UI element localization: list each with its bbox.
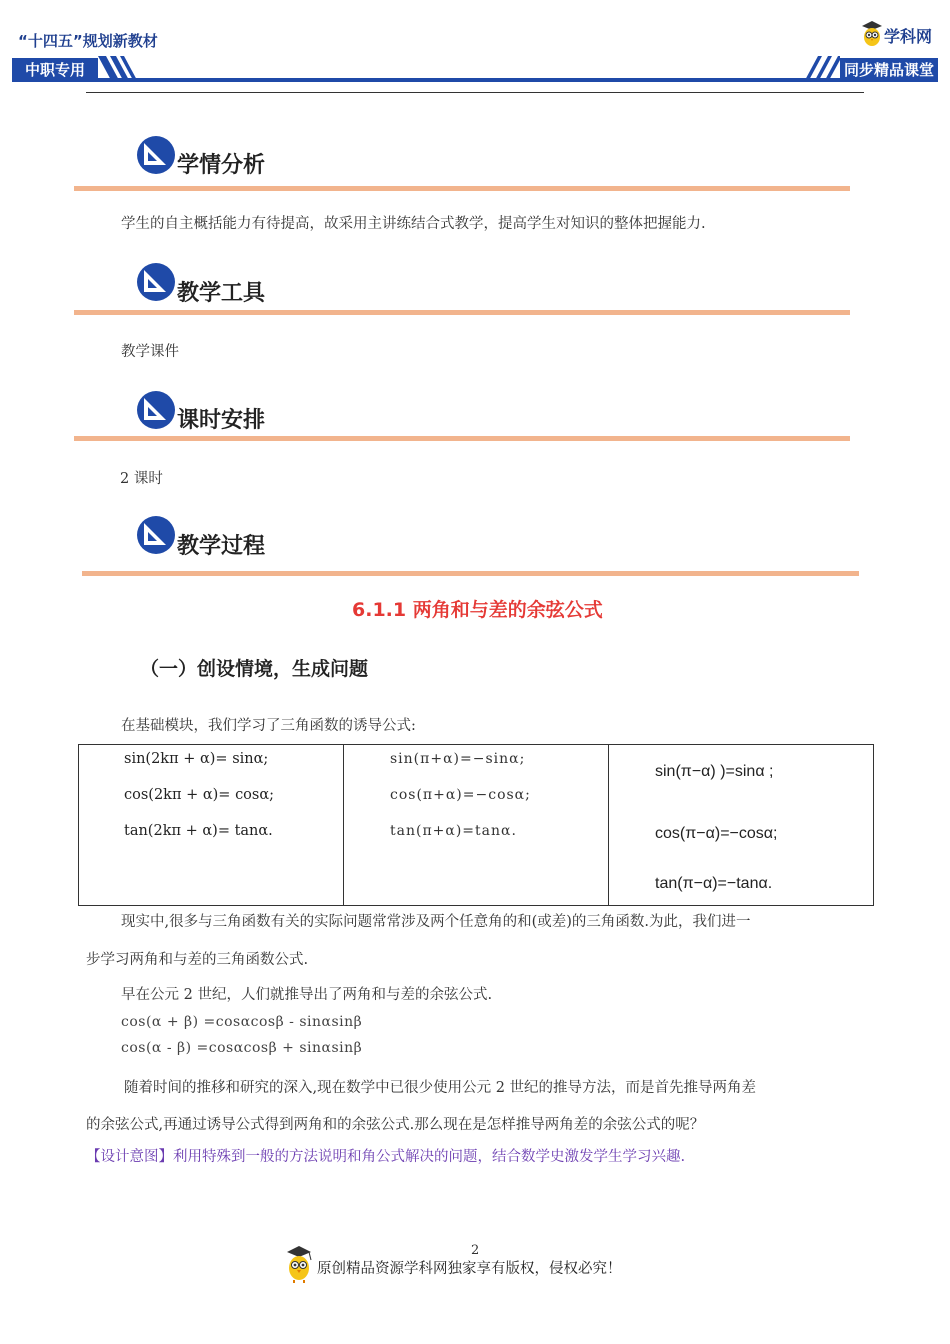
owl-mascot-icon [284, 1244, 314, 1284]
stripes-right-icon [800, 56, 840, 82]
formula-line: sin(π−α) )=sinα ; [655, 763, 774, 780]
formula-column-1 [79, 745, 344, 906]
section-title-process: 教学过程 [177, 534, 266, 559]
section-body-schedule: 2 课时 [120, 471, 163, 487]
header-left-badge: 中职专用 [12, 58, 98, 82]
formula-line: tan(π+α)=tanα. [390, 823, 517, 839]
formula-table [78, 744, 874, 906]
paragraph-1-line-2: 步学习两角和与差的三角函数公式. [86, 952, 309, 968]
paragraph-3-line-2: 的余弦公式,再通过诱导公式得到两角和的余弦公式.那么现在是怎样推导两角差的余弦公式的呢？ [86, 1117, 705, 1133]
design-intent: 【设计意图】利用特殊到一般的方法说明和角公式解决的问题，结合数学史激发学生学习兴趣. [86, 1149, 686, 1165]
lesson-intro: 在基础模块，我们学习了三角函数的诱导公式: [121, 718, 416, 734]
set-square-icon [136, 262, 176, 302]
formula-line: sin(2kπ + α)= sinα; [124, 751, 269, 767]
header-rule [98, 78, 840, 82]
section-rule [74, 186, 850, 191]
formula-line: cos(π−α)=−cosα; [655, 825, 778, 842]
lesson-subtitle: （一）创设情境，生成问题 [140, 658, 369, 680]
stripes-left-icon [98, 56, 142, 82]
formula-line: cos(π+α)=−cosα; [390, 787, 531, 803]
copyright-notice: 原创精品资源学科网独家享有版权，侵权必究！ [317, 1261, 622, 1277]
section-rule [82, 571, 859, 576]
header-logo-text: 学科网 [884, 27, 933, 46]
paragraph-3-line-1: 随着时间的推移和研究的深入,现在数学中已很少使用公元 2 世纪的推导方法，而是首先推导两角差 [124, 1080, 757, 1096]
formula-column-3 [609, 745, 874, 906]
equation-cos-diff: cos(α - β) =cosαcosβ + sinαsinβ [121, 1040, 363, 1056]
lesson-title: 6.1.1 两角和与差的余弦公式 [352, 599, 603, 621]
set-square-icon [136, 135, 176, 175]
section-title-schedule: 课时安排 [177, 408, 266, 433]
page-number: 2 [471, 1243, 480, 1258]
section-rule [74, 436, 850, 441]
formula-line: sin(π+α)=−sinα; [390, 751, 526, 767]
section-body-tools: 教学课件 [121, 344, 179, 360]
section-title-analysis: 学情分析 [177, 153, 266, 178]
header-right-badge: 同步精品课堂 [840, 58, 938, 82]
formula-line: tan(2kπ + α)= tanα. [124, 823, 273, 839]
section-body-analysis: 学生的自主概括能力有待提高，故采用主讲练结合式教学，提高学生对知识的整体把握能力. [121, 216, 706, 232]
header-tagline: “十四五”规划新教材 [18, 32, 158, 50]
section-rule [74, 310, 850, 315]
set-square-icon [136, 515, 176, 555]
page-top-rule [86, 92, 864, 93]
section-title-tools: 教学工具 [177, 281, 266, 306]
owl-mascot-icon [860, 20, 884, 50]
set-square-icon [136, 390, 176, 430]
formula-line: cos(2kπ + α)= cosα; [124, 787, 275, 803]
equation-cos-sum: cos(α + β) =cosαcosβ - sinαsinβ [121, 1014, 363, 1030]
paragraph-1-line-1: 现实中,很多与三角函数有关的实际问题常常涉及两个任意角的和(或差)的三角函数.为此，我们进一 [121, 914, 751, 930]
paragraph-2: 早在公元 2 世纪，人们就推导出了两角和与差的余弦公式. [121, 987, 493, 1003]
formula-column-2 [344, 745, 609, 906]
formula-line: tan(π−α)=−tanα. [655, 875, 773, 892]
